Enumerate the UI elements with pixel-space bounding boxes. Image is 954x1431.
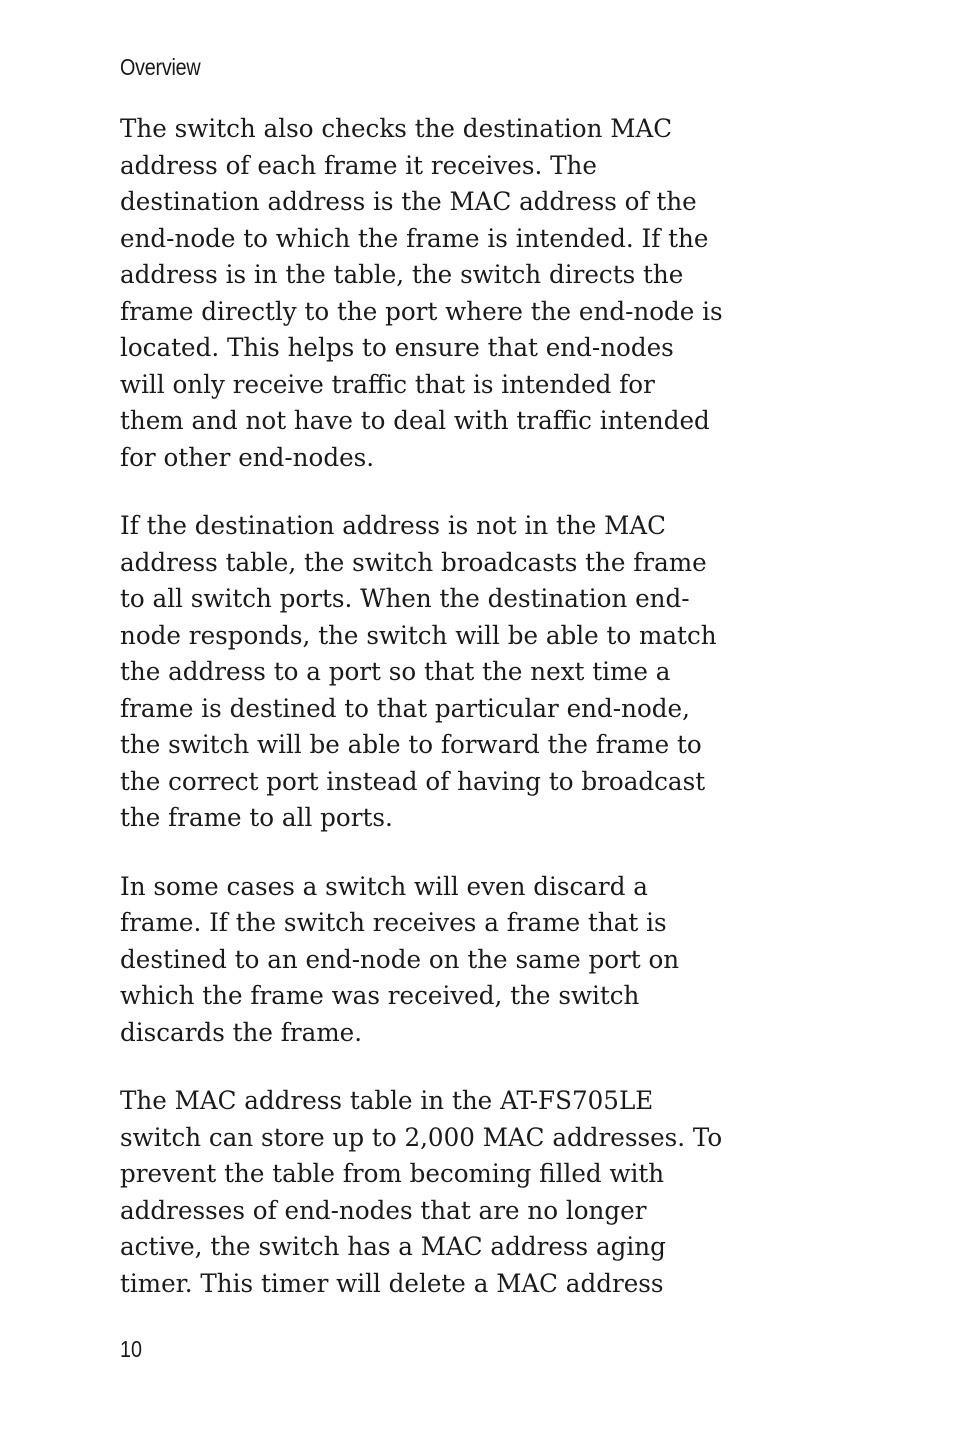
text-line: which the frame was received, the switch bbox=[120, 981, 640, 1011]
text-line: will only receive traffic that is intended for bbox=[120, 369, 655, 400]
text-line: the switch will be able to forward the frame to bbox=[120, 730, 702, 760]
text-line: to all switch ports. When the destination end- bbox=[120, 584, 690, 614]
paragraph-mac-table bbox=[120, 1083, 796, 1302]
text-line: located. This helps to ensure that end-nodes bbox=[120, 333, 674, 363]
text-line: In some cases a switch will even discard a bbox=[120, 871, 648, 902]
text-line: address of each frame it receives. The bbox=[120, 150, 597, 181]
paragraph-discard bbox=[120, 869, 796, 1052]
text-line: the correct port instead of having to broadcast bbox=[120, 766, 706, 797]
text-line: If the destination address is not in the MAC bbox=[120, 511, 666, 541]
text-line: The switch also checks the destination MAC bbox=[120, 114, 673, 144]
running-header: Overview bbox=[120, 54, 201, 80]
body-text bbox=[120, 111, 820, 1334]
text-line: destination address is the MAC address of the bbox=[120, 187, 697, 217]
text-line: frame. If the switch receives a frame that is bbox=[120, 908, 667, 938]
text-line: The MAC address table in the AT-FS705LE bbox=[120, 1086, 654, 1116]
text-line: them and not have to deal with traffic intended bbox=[120, 406, 710, 436]
text-line: prevent the table from becoming filled with bbox=[120, 1159, 665, 1189]
text-line: discards the frame. bbox=[120, 1017, 363, 1048]
text-line: timer. This timer will delete a MAC address bbox=[120, 1268, 664, 1299]
text-line: frame is destined to that particular end-node, bbox=[120, 693, 690, 724]
text-line: for other end-nodes. bbox=[120, 442, 375, 473]
text-line: address table, the switch broadcasts the frame bbox=[120, 547, 707, 578]
text-line: addresses of end-nodes that are no longer bbox=[120, 1195, 647, 1226]
paragraph-destination-check bbox=[120, 111, 796, 476]
text-line: frame directly to the port where the end-node is bbox=[120, 296, 723, 327]
text-line: the address to a port so that the next time a bbox=[120, 657, 671, 687]
text-line: end-node to which the frame is intended. If the bbox=[120, 223, 709, 254]
text-line: address is in the table, the switch directs the bbox=[120, 260, 684, 290]
text-line: destined to an end-node on the same port on bbox=[120, 944, 680, 975]
paragraph-broadcast bbox=[120, 508, 796, 837]
page-number: 10 bbox=[120, 1336, 143, 1362]
text-line: the frame to all ports. bbox=[120, 803, 393, 833]
text-line: node responds, the switch will be able to match bbox=[120, 620, 717, 651]
text-line: switch can store up to 2,000 MAC addresses. To bbox=[120, 1122, 723, 1153]
text-line: active, the switch has a MAC address aging bbox=[120, 1232, 666, 1262]
